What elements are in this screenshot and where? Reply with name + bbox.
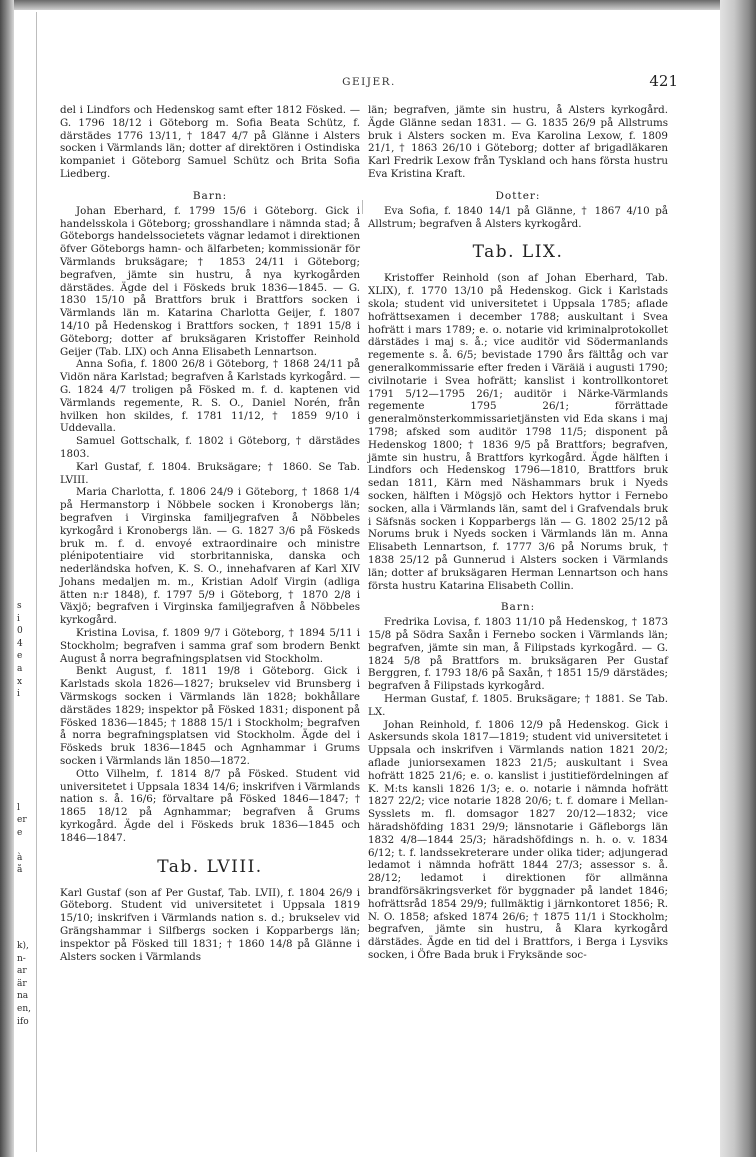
right-column	[368, 104, 668, 962]
page-number: 421	[649, 72, 678, 90]
margin-fragment: l	[17, 802, 20, 813]
barn-heading: Barn:	[192, 189, 228, 202]
margin-fragment: k),	[17, 941, 29, 952]
margin-fragment: x	[17, 676, 23, 687]
tab-entry: Karl Gustaf (son af Per Gustaf, Tab. LVII), f. 1804 26/9 i Göteborg. Student vid universitetet i Uppsala 1819 15/10; inskrifven i Värmlands nation s. d.; brukselev vid Grängshammar i Silfbergs socken i Kopparbergs län; inspektor på Fösked till 1831; † 1860 14/8 på Glänne i Alsters socken i Värmlands	[60, 886, 360, 963]
dotter-heading: Dotter:	[495, 189, 541, 202]
child-entry: Herman Gustaf, f. 1805. Bruksägare; † 1881. Se Tab. LX.	[368, 693, 668, 718]
child-entry: Maria Charlotta, f. 1806 24/9 i Göteborg, † 1868 1/4 på Hermanstorp i Nöbbele socken i Kronobergs län; begrafven i Virginska familjegrafven å Nöbbeles kyrkogård i Kronobergs län. — G. 1827 3/6 på Föskeds bruk m. f. d. envoyé extraordinaire och ministre plénipotentiaire vid storbritanniska, danska och nederländska hofven, K. S. O., innehafvaren af Karl XIV Johans medaljen m. m., Kristian Adolf Virgin (adliga ätten n:r 1848), f. 1797 5/9 i Göteborg, † 1870 2/8 i Växjö; begrafven i Virginska familjegrafven å Nöbbeles kyrkogård.	[60, 486, 360, 627]
margin-fragment: ifo	[17, 1016, 29, 1027]
margin-fragment	[17, 839, 35, 852]
running-title: GEIJER.	[342, 76, 396, 88]
margin-fragment: à	[17, 852, 23, 863]
margin-fragment: ar	[17, 966, 27, 977]
margin-fragment	[17, 927, 35, 940]
margin-fragment: e	[17, 827, 23, 838]
margin-fragment: å	[17, 865, 23, 876]
child-entry: Johan Reinhold, f. 1806 12/9 på Hedenskog. Gick i Askersunds skola 1817—1819; student vid universitetet i Uppsala och inskrifven i Värmlands nation 1821 20/2; aflade juniorsexamen 1823 21/5; auskultant i Svea hofrätt 1825 21/6; e. o. kanslist i justitiefördelningen af K. M:ts kansli 1826 1/3; e. o. notarie i nämnda hofrätt 1827 22/2; vice notarie 1828 20/6; t. f. domare i Mellan-Sysslets m. fl. domsagor 1827 20/12—1832; vice häradshöfding 1831 29/9; länsnotarie i Gäfleborgs län 1832 4/8—1844 25/3; häradshöfdings n. h. o. v. 1834 6/12; t. f. landssekreterare under olika tider; adjungerad ledamot i nämnda hofrätt 1844 27/3; assessor s. å. 28/12; ledamot i direktionen för allmänna brandförsäkringsverket för byggnader på landet 1846; hofrättsråd 1854 29/9; fullmäktig i järnkontoret 1856; R. N. O. 1858; afsked 1874 26/6; † 1875 11/1 i Stockholm; begrafven, jämte sin hustru, å Klara kyrkogård därstädes. Ägde en tid del i Brattfors, i Berga i Lysviks socken, i Öfre Bada bruk i Fryksände soc-	[368, 718, 668, 962]
margin-fragment	[17, 764, 35, 777]
page-header	[60, 72, 678, 92]
barn-heading: Barn:	[500, 601, 536, 614]
margin-fragment: i	[17, 689, 20, 700]
margin-fragment	[17, 726, 35, 739]
tab-heading: Tab. LVIII.	[157, 856, 263, 877]
opening-paragraph: del i Lindfors och Hedenskog samt efter 1812 Fösked. — G. 1796 18/12 i Göteborg m. Sofia Beata Schütz, f. därstädes 1776 13/11, † 1847 4/7 på Glänne i Alsters socken i Värmlands län; dotter af direktören i Ostindiska kompaniet i Göteborg Samuel Schütz och Brita Sofia Liedberg.	[60, 104, 360, 180]
margin-fragment: er	[17, 815, 27, 826]
margin-fragment: na	[17, 991, 29, 1002]
opening-paragraph: län; begrafven, jämte sin hustru, å Alsters kyrkogård. Ägde Glänne sedan 1831. — G. 1835 26/9 på Allstrums bruk i Alsters socken m. Eva Karolina Lexow, f. 1809 21/1, † 1863 26/10 i Göteborg; dotter af brigadläkaren Karl Fredrik Lexow från Tyskland och hans första hustru Eva Kristina Kraft.	[368, 104, 668, 180]
margin-fragment	[17, 751, 35, 764]
book-top-edge	[0, 0, 756, 10]
margin-fragment: s	[17, 601, 22, 611]
margin-fragment: i	[17, 613, 20, 624]
child-entry: Samuel Gottschalk, f. 1802 i Göteborg, † därstädes 1803.	[60, 435, 360, 460]
child-entry: Otto Vilhelm, f. 1814 8/7 på Fösked. Student vid universitetet i Uppsala 1834 14/6; inskrifven i Värmlands nation s. å. 16/6; förvaltare på Fösked 1846—1847; † 1865 18/12 på Agnhammar; begrafven å Grums kyrkogård. Ägde del i Föskeds bruk 1836—1845 och 1846—1847.	[60, 767, 360, 844]
child-entry: Benkt August, f. 1811 19/8 i Göteborg. Gick i Karlstads skola 1826—1827; brukselev vid Brunsberg i Värmskogs socken i Värmlands län 1828; bokhållare därstädes 1829; inspektor på Fösked 1831; disponent på Fösked 1836—1845; † 1888 15/1 i Stockholm; begrafven å norra begrafningsplatsen vid Stockholm. Ägde del i Föskeds bruk 1836—1845 och Agnhammar i Grums socken i Värmlands län 1850—1872.	[60, 665, 360, 768]
child-entry: Anna Sofia, f. 1800 26/8 i Göteborg, † 1868 24/11 på Vidön nära Karlstad; begrafven å Karlstads kyrkogård. — G. 1824 4/7 troligen på Fösked m. f. d. kaptenen vid Värmlands regemente, R. S. O., Daniel Norén, från hvilken hon skildes, f. 1781 11/12, † 1859 9/10 i Uddevalla.	[60, 358, 360, 435]
margin-fragment: e	[17, 651, 23, 662]
margin-fragment: en,	[17, 1004, 31, 1014]
margin-fragment: 0	[17, 626, 23, 637]
previous-page-edge	[36, 12, 37, 1152]
margin-fragment	[17, 713, 35, 726]
tab-heading: Tab. LIX.	[472, 242, 564, 263]
child-entry: Kristina Lovisa, f. 1809 9/7 i Göteborg, † 1894 5/11 i Stockholm; begrafven i samma graf som brodern Benkt August å norra begrafningsplatsen vid Stockholm.	[60, 627, 360, 665]
book-right-edge	[720, 0, 756, 1157]
column-divider	[362, 200, 363, 214]
margin-fragment	[17, 877, 35, 890]
margin-fragment	[17, 902, 35, 915]
margin-fragment	[17, 890, 35, 903]
margin-fragment	[17, 701, 35, 714]
child-entry: Johan Eberhard, f. 1799 15/6 i Göteborg. Gick i handelsskola i Göteborg; grosshandlare i nämnda stad; å Göteborgs handelssocietets vägnar ledamot i direktionen öfver Göteborgs hamn- och älfarbeten; kommissionär för Värmlands bruksägare; † 1853 24/11 i Göteborg; begrafven, jämte sin hustru, å nya kyrkogården därstädes. Ägde del i Föskeds bruk 1836—1845. — G. 1830 15/10 på Brattfors bruk i Brattfors socken i Värmlands län m. Katarina Charlotta Geijer, f. 1807 14/10 på Hedenskog i Brattfors socken, † 1891 15/8 i Göteborg; dotter af bruksägaren Kristoffer Reinhold Geijer (Tab. LIX) och Anna Elisabeth Lennartson.	[60, 204, 360, 358]
child-entry: Fredrika Lovisa, f. 1803 11/10 på Hedenskog, † 1873 15/8 på Södra Saxån i Fernebo socken i Värmlands län; begrafven, jämte sin man, å Filipstads kyrkogård. — G. 1824 5/8 på Brattfors m. bruksägaren Per Gustaf Berggren, f. 1793 18/6 på Saxån, † 1851 15/9 därstädes; begrafven å Filipstads kyrkogård.	[368, 616, 668, 693]
left-column	[60, 104, 360, 963]
child-entry: Karl Gustaf, f. 1804. Bruksägare; † 1860. Se Tab. LVIII.	[60, 460, 360, 486]
previous-page-fragments	[17, 600, 35, 1028]
margin-fragment	[17, 776, 35, 789]
margin-fragment	[17, 789, 35, 802]
margin-fragment: a	[17, 663, 23, 674]
daughter-entry: Eva Sofia, f. 1840 14/1 på Glänne, † 1867 4/10 på Allstrum; begrafven å Alsters kyrkogård.	[368, 204, 668, 230]
margin-fragment: är	[17, 978, 27, 989]
margin-fragment	[17, 915, 35, 928]
margin-fragment: 4	[17, 638, 23, 649]
book-spine-shadow	[0, 0, 14, 1157]
margin-fragment	[17, 739, 35, 752]
margin-fragment: n-	[17, 953, 26, 964]
tab-entry: Kristoffer Reinhold (son af Johan Eberhard, Tab. XLIX), f. 1770 13/10 på Hedenskog. Gick i Karlstads skola; student vid universitetet i Uppsala 1785; aflade hofrättsexamen i december 1788; auskultant i Svea hofrätt i mars 1789; e. o. notarie vid kriminalprotokollet därstädes i maj s. å.; vice auditör vid Södermanlands regemente s. å. 6/5; bevistade 1790 års fälttåg och var generalkommissarie efter freden i Väräiä i augusti 1790; civilnotarie i Svea hofrätt; kanslist i kontrollkontoret 1791 5/12—1795 26/1; auditör i Närke-Värmlands regemente 1795 26/1; förrättade generalmönsterkommissarietjänsten vid Eda skans i maj 1798; afsked som auditör 1798 11/5; disponent på Hedenskog 1800; † 1836 9/5 på Brattfors; begrafven, jämte sin hustru, å Brattfors kyrkogård. Ägde hälften i Lindfors och Hedenskog 1796—1810, Brattfors bruk sedan 1811, Kärn med Näshammars bruk i Nyeds socken, hälften i Mögsjö och Hektors hyttor i Fernebo socken, alla i Värmlands län, samt del i Grafvendals bruk i Säfsnäs socken i Kopparbergs län — G. 1802 25/12 på Norums bruk i Nyeds socken i Värmlands län m. Anna Elisabeth Lennartson, f. 1777 3/6 på Norums bruk, † 1838 25/12 på Gunnerud i Alsters socken i Värmlands län; dotter af bruksägaren Herman Lennartson och hans första hustru Katarina Elisabeth Collin.	[368, 272, 668, 592]
